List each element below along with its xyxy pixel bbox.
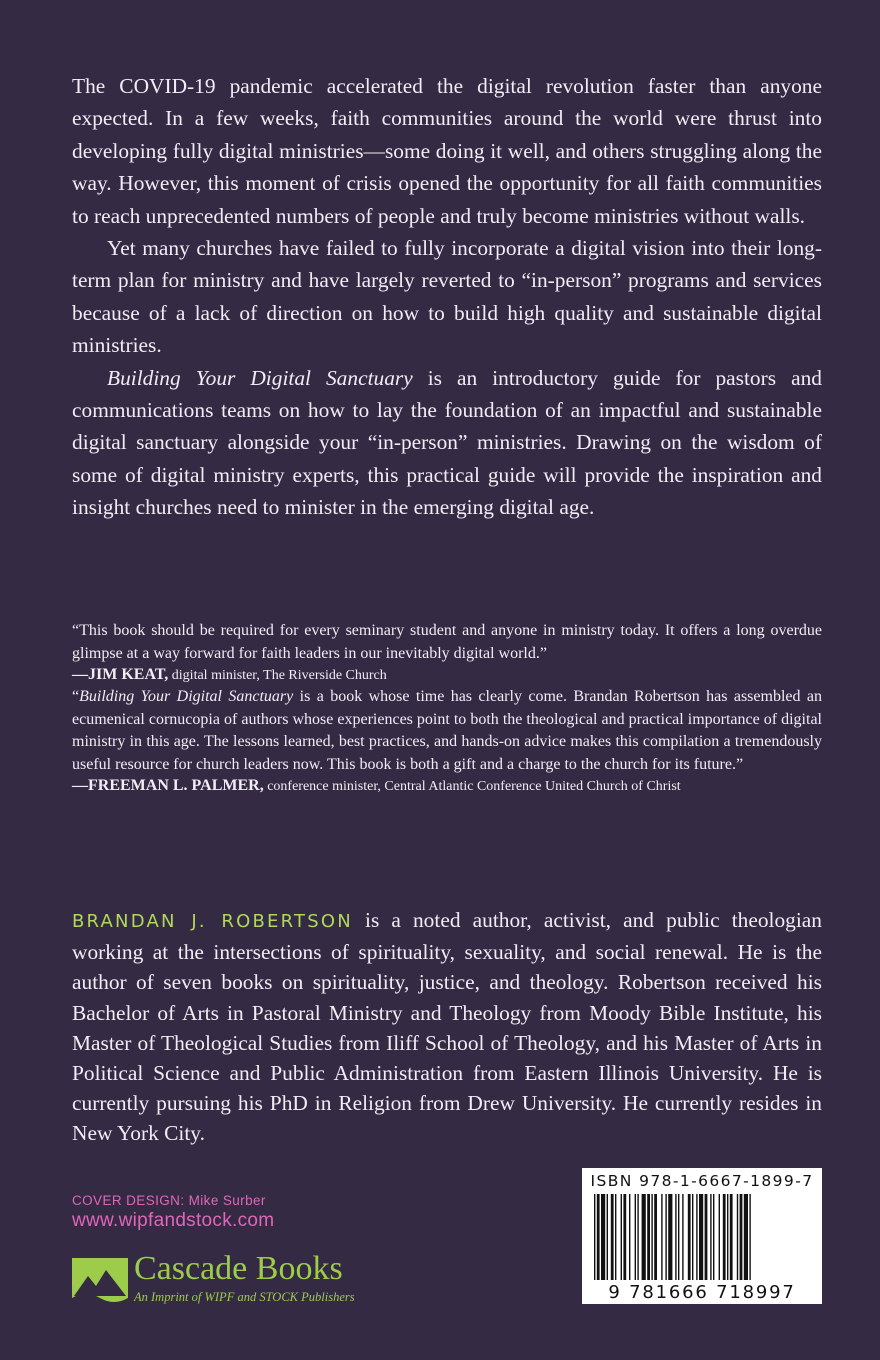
publisher-name: Cascade Books bbox=[134, 1250, 343, 1287]
barcode-digits: 9 781666 718997 bbox=[608, 1282, 796, 1303]
cover-design-credit: COVER DESIGN: Mike Surber bbox=[72, 1193, 266, 1208]
author-bio bbox=[72, 905, 822, 1149]
endorser-role-2: conference minister, Central Atlantic Conference United Church of Christ bbox=[263, 779, 681, 794]
endorsement-book-title: Building Your Digital Sanctuary bbox=[79, 688, 294, 705]
endorser-name-1: —JIM KEAT, bbox=[72, 666, 169, 683]
endorsement-attribution-2 bbox=[72, 776, 822, 797]
isbn-barcode bbox=[582, 1168, 822, 1304]
endorsement-quote-2-text: is a book whose time has clearly come. Brandan Robertson has assembled an ecumenical cornucopia of authors whose experiences point to both the theological and practical importance of digital ministry in this age. The lessons learned, best practices, and hands-on advice makes this compilation a tremendously useful resource for church leaders now. This book is both a gift and a charge to the church for its future.” bbox=[72, 688, 822, 773]
barcode-bars bbox=[592, 1194, 812, 1280]
blurb-paragraph-1: The COVID-19 pandemic accelerated the digital revolution faster than anyone expected. In a few weeks, faith communities around the world were thrust into developing fully digital ministries—some doing it well, and others struggling along the way. However, this moment of crisis opened the opportunity for all faith communities to reach unprecedented numbers of people and truly become ministries without walls. bbox=[72, 74, 822, 228]
endorsement-quote-2 bbox=[72, 686, 822, 776]
publisher-tagline: An Imprint of WIPF and STOCK Publishers bbox=[134, 1290, 355, 1304]
book-title-italic: Building Your Digital Sanctuary bbox=[107, 365, 413, 390]
blurb-paragraph-2: Yet many churches have failed to fully incorporate a digital vision into their long-term plan for ministry and have largely reverted to “in-person” programs and services because of a lack of direction on how to build high quality and sustainable digital ministries. bbox=[72, 236, 822, 358]
blurb-paragraph-3-text: is an introductory guide for pastors and communications teams on how to lay the foundation of an impactful and sustainable digital sanctuary alongside your “in-person” ministries. Drawing on the wisdom of some of digital ministry experts, this practical guide will provide the inspiration and insight churches need to minister in the emerging digital age. bbox=[72, 365, 822, 520]
author-name: BRANDAN J. ROBERTSON bbox=[72, 911, 353, 932]
endorser-name-2: —FREEMAN L. PALMER, bbox=[72, 777, 264, 794]
endorser-role-1: digital minister, The Riverside Church bbox=[168, 668, 387, 683]
blurb-paragraph-3 bbox=[72, 362, 822, 524]
quote-open-mark: “ bbox=[72, 688, 80, 705]
author-bio-text: is a noted author, activist, and public theologian working at the intersections of spirituality, sexuality, and social renewal. He is the author of seven books on spirituality, justice, and theology. Robertson received his Bachelor of Arts in Pastoral Ministry and Theology from Moody Bible Institute, his Master of Theological Studies from Iliff School of Theology, and his Master of Arts in Political Science and Public Administration from Eastern Illinois University. He is currently pursuing his PhD in Religion from Drew University. He currently resides in New York City. bbox=[72, 908, 822, 1146]
mountain-icon bbox=[72, 1258, 128, 1304]
publisher-logo bbox=[72, 1246, 412, 1310]
endorsement-attribution-1 bbox=[72, 665, 822, 686]
endorsement-quote-1: “This book should be required for every seminary student and anyone in ministry today. It offers a long overdue glimpse at a way forward for faith leaders in our inevitably digital world.” bbox=[72, 622, 822, 662]
back-cover-blurb bbox=[72, 70, 822, 524]
publisher-url[interactable]: www.wipfandstock.com bbox=[72, 1210, 275, 1231]
endorsements bbox=[72, 620, 822, 797]
isbn-label: ISBN 978-1-6667-1899-7 bbox=[590, 1172, 814, 1190]
